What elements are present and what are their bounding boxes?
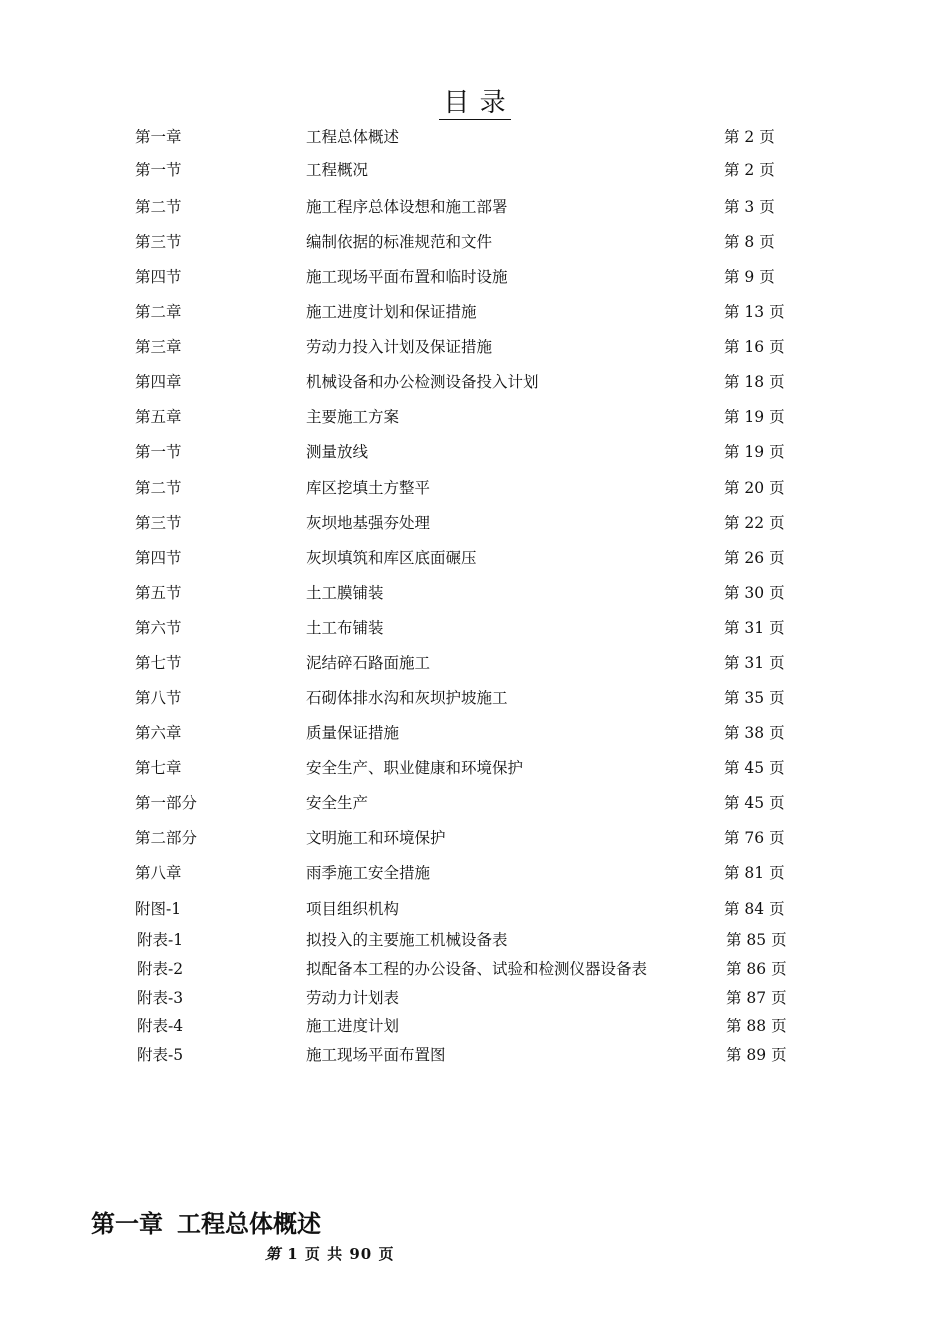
toc-entry-page: 第 45 页 — [724, 759, 785, 777]
toc-entry-page: 第 16 页 — [724, 338, 785, 356]
toc-entry[interactable] — [0, 263, 950, 291]
toc-entry-page: 第 87 页 — [726, 989, 787, 1007]
toc-entry[interactable] — [0, 895, 950, 923]
toc-entry-title: 工程总体概述 — [306, 128, 400, 146]
toc-entry-page: 第 19 页 — [724, 443, 785, 461]
toc-entry-label: 第一部分 — [135, 794, 198, 812]
toc-entry-label: 第八章 — [135, 864, 182, 882]
toc-entry-title: 施工程序总体设想和施工部署 — [306, 198, 508, 216]
toc-entry[interactable] — [0, 228, 950, 256]
toc-entry-title: 文明施工和环境保护 — [306, 829, 446, 847]
toc-entry-page: 第 35 页 — [724, 689, 785, 707]
toc-entry-label: 第一节 — [135, 161, 182, 179]
toc-title: 目 录 — [0, 86, 950, 120]
toc-entry[interactable] — [0, 298, 950, 326]
toc-entry[interactable] — [0, 684, 950, 712]
toc-entry-page: 第 86 页 — [726, 960, 787, 978]
toc-entry-label: 附表-1 — [137, 931, 184, 949]
toc-entry-page: 第 81 页 — [724, 864, 785, 882]
chapter-number: 第一章 — [91, 1209, 163, 1238]
toc-entry-page: 第 22 页 — [724, 514, 785, 532]
toc-entry-label: 第三节 — [135, 514, 182, 532]
toc-entry[interactable] — [0, 754, 950, 782]
toc-entry-label: 第七节 — [135, 654, 182, 672]
toc-entry-page: 第 38 页 — [724, 724, 785, 742]
toc-entry[interactable] — [0, 926, 950, 954]
toc-entry-page: 第 20 页 — [724, 479, 785, 497]
toc-entry-page: 第 26 页 — [724, 549, 785, 567]
toc-entry-label: 附表-5 — [137, 1046, 184, 1064]
toc-entry-title: 雨季施工安全措施 — [306, 864, 431, 882]
toc-entry[interactable] — [0, 333, 950, 361]
toc-entry-title: 施工现场平面布置图 — [306, 1046, 446, 1064]
toc-entry-label: 附图-1 — [135, 900, 182, 918]
toc-entry-label: 附表-2 — [137, 960, 184, 978]
footer-page-count: 1 页 共 90 页 — [281, 1245, 395, 1263]
toc-entry-title: 安全生产、职业健康和环境保护 — [306, 759, 524, 777]
toc-entry-page: 第 84 页 — [724, 900, 785, 918]
toc-entry-label: 第五章 — [135, 408, 182, 426]
toc-entry-label: 第四节 — [135, 268, 182, 286]
toc-entry-page: 第 45 页 — [724, 794, 785, 812]
toc-entry[interactable] — [0, 438, 950, 466]
toc-entry-title: 工程概况 — [306, 161, 369, 179]
toc-entry[interactable] — [0, 719, 950, 747]
toc-entry-page: 第 31 页 — [724, 619, 785, 637]
toc-entry-page: 第 88 页 — [726, 1017, 787, 1035]
toc-entry-title: 施工进度计划和保证措施 — [306, 303, 477, 321]
toc-entry[interactable] — [0, 156, 950, 184]
toc-entry-page: 第 2 页 — [724, 161, 775, 179]
toc-entry[interactable] — [0, 403, 950, 431]
toc-entry[interactable] — [0, 789, 950, 817]
toc-entry-label: 第八节 — [135, 689, 182, 707]
toc-entry-page: 第 9 页 — [724, 268, 775, 286]
toc-entry-label: 第一节 — [135, 443, 182, 461]
toc-entry-page: 第 8 页 — [724, 233, 775, 251]
toc-entry-title: 拟配备本工程的办公设备、试验和检测仪器设备表 — [306, 960, 648, 978]
toc-entry-label: 第二章 — [135, 303, 182, 321]
toc-entry-page: 第 30 页 — [724, 584, 785, 602]
toc-entry-label: 第一章 — [135, 128, 182, 146]
toc-entry-page: 第 76 页 — [724, 829, 785, 847]
toc-entry-label: 第三节 — [135, 233, 182, 251]
toc-entry-title: 编制依据的标准规范和文件 — [306, 233, 493, 251]
footer-first: 第 — [265, 1245, 282, 1263]
toc-entry-label: 第六节 — [135, 619, 182, 637]
toc-entry-title: 灰坝填筑和库区底面碾压 — [306, 549, 477, 567]
toc-entry-label: 第五节 — [135, 584, 182, 602]
toc-entry-title: 劳动力计划表 — [306, 989, 400, 1007]
toc-entry-label: 第二节 — [135, 198, 182, 216]
page-footer — [265, 1242, 394, 1266]
toc-entry-label: 附表-3 — [137, 989, 184, 1007]
toc-entry-title: 石砌体排水沟和灰坝护坡施工 — [306, 689, 508, 707]
toc-entry-label: 附表-4 — [137, 1017, 184, 1035]
toc-entry-label: 第四节 — [135, 549, 182, 567]
toc-entry-title: 土工布铺装 — [306, 619, 384, 637]
toc-entry-label: 第二部分 — [135, 829, 198, 847]
toc-entry-title: 施工现场平面布置和临时设施 — [306, 268, 508, 286]
toc-entry-page: 第 31 页 — [724, 654, 785, 672]
chapter-title: 工程总体概述 — [177, 1209, 321, 1238]
toc-entry-title: 质量保证措施 — [306, 724, 400, 742]
toc-entry[interactable] — [0, 193, 950, 221]
chapter-heading — [91, 1206, 321, 1242]
toc-entry-title: 主要施工方案 — [306, 408, 400, 426]
toc-entry[interactable] — [0, 474, 950, 502]
toc-entry[interactable] — [0, 1012, 950, 1040]
toc-entry-page: 第 13 页 — [724, 303, 785, 321]
toc-entry[interactable] — [0, 955, 950, 983]
toc-entry-label: 第六章 — [135, 724, 182, 742]
toc-entry[interactable] — [0, 614, 950, 642]
toc-entry-title: 库区挖填土方整平 — [306, 479, 431, 497]
toc-entry-label: 第三章 — [135, 338, 182, 356]
toc-entry[interactable] — [0, 579, 950, 607]
toc-entry-page: 第 19 页 — [724, 408, 785, 426]
toc-entry-page: 第 18 页 — [724, 373, 785, 391]
toc-entry-title: 项目组织机构 — [306, 900, 400, 918]
toc-entry-title: 劳动力投入计划及保证措施 — [306, 338, 493, 356]
toc-entry[interactable] — [0, 1041, 950, 1069]
toc-entry-page: 第 3 页 — [724, 198, 775, 216]
toc-entry-title: 测量放线 — [306, 443, 369, 461]
toc-entry[interactable] — [0, 859, 950, 887]
toc-entry-title: 泥结碎石路面施工 — [306, 654, 431, 672]
toc-entry-title: 安全生产 — [306, 794, 369, 812]
toc-entry-page: 第 89 页 — [726, 1046, 787, 1064]
toc-entry-page: 第 2 页 — [724, 128, 775, 146]
toc-entry-title: 灰坝地基强夯处理 — [306, 514, 431, 532]
toc-entry[interactable] — [0, 123, 950, 151]
toc-entry[interactable] — [0, 984, 950, 1012]
toc-entry[interactable] — [0, 824, 950, 852]
toc-entry-page: 第 85 页 — [726, 931, 787, 949]
toc-entry[interactable] — [0, 368, 950, 396]
toc-entry-label: 第七章 — [135, 759, 182, 777]
toc-entry-title: 机械设备和办公检测设备投入计划 — [306, 373, 539, 391]
toc-entry[interactable] — [0, 649, 950, 677]
toc-entry[interactable] — [0, 509, 950, 537]
toc-entry-label: 第二节 — [135, 479, 182, 497]
toc-entry-title: 拟投入的主要施工机械设备表 — [306, 931, 508, 949]
toc-entry-title: 施工进度计划 — [306, 1017, 400, 1035]
toc-entry-title: 土工膜铺装 — [306, 584, 384, 602]
toc-entry-label: 第四章 — [135, 373, 182, 391]
toc-entry[interactable] — [0, 544, 950, 572]
